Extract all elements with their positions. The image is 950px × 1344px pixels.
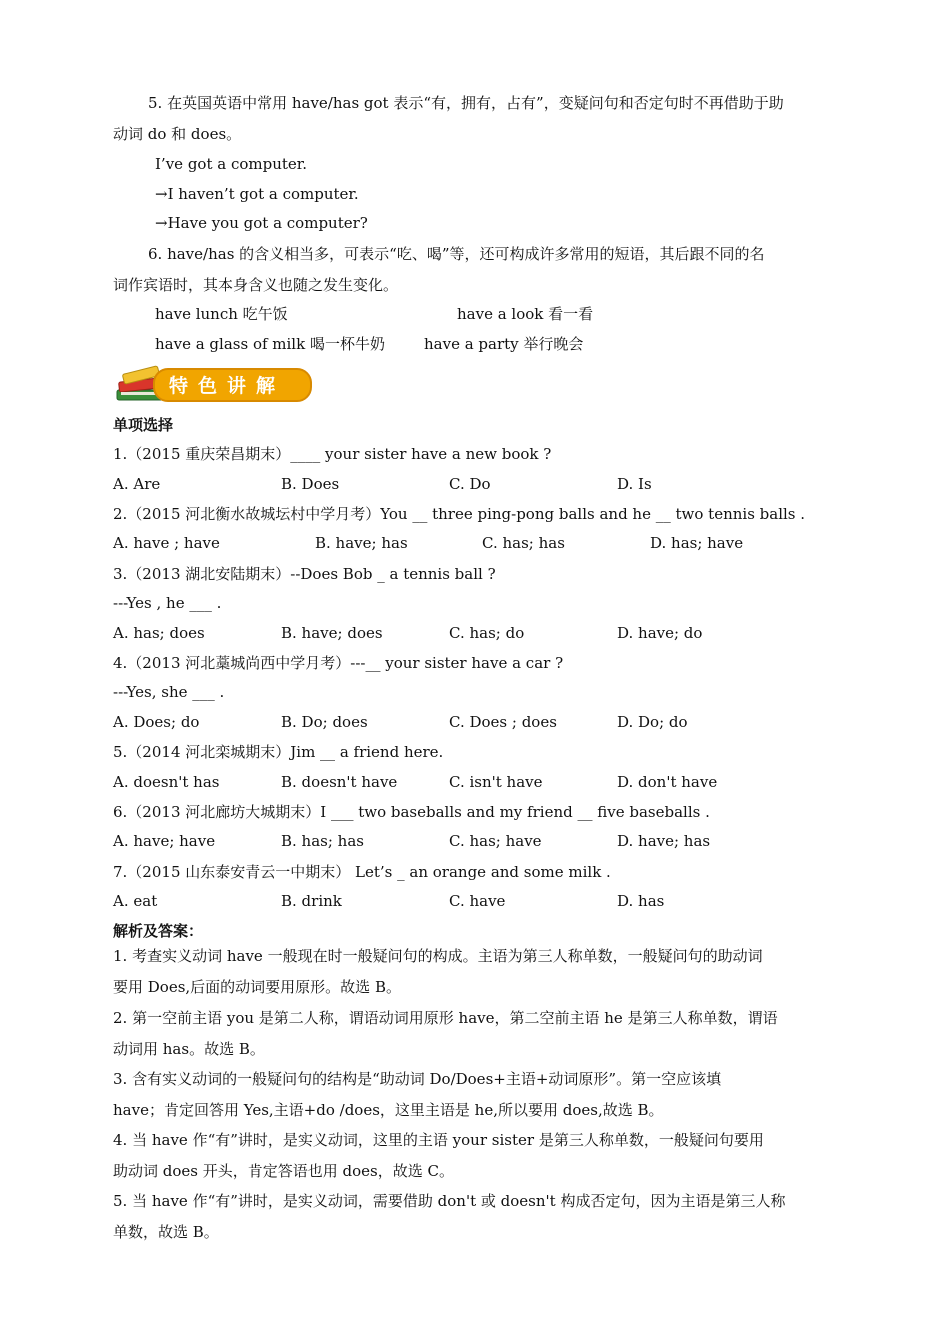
- example-sentence-2: →I haven’t got a computer.: [155, 185, 359, 203]
- q5-option-a: A. doesn't has: [113, 773, 220, 791]
- section-banner: [113, 364, 313, 404]
- answer-line-9: 5. 当 have 作“有”讲时，是实义动词，需要借助 don't 或 doesn't 构成否定句，因为主语是第三人称: [113, 1192, 786, 1210]
- phrase-have-lunch: have lunch 吃午饭: [155, 305, 288, 323]
- answer-line-2: 要用 Does,后面的动词要用原形。故选 B。: [113, 978, 401, 996]
- q4-option-a: A. Does; do: [113, 713, 200, 731]
- q3-option-a: A. has; does: [113, 624, 205, 642]
- paragraph-5-line-1: 5. 在英国英语中常用 have/has got 表示“有，拥有，占有”，变疑问句和否定句时不再借助于助: [148, 94, 784, 112]
- q2-option-d: D. has; have: [650, 534, 744, 552]
- phrase-have-a-glass-of-milk: have a glass of milk 喝一杯牛奶: [155, 335, 385, 353]
- q4-option-d: D. Do; do: [617, 713, 688, 731]
- q3-option-b: B. have; does: [281, 624, 383, 642]
- q6-option-b: B. has; has: [281, 832, 364, 850]
- question-3: 3.（2013 湖北安陆期末）--Does Bob _ a tennis ball ?: [113, 565, 496, 583]
- question-5: 5.（2014 河北栾城期末）Jim __ a friend here.: [113, 743, 444, 761]
- q4-option-c: C. Does ; does: [449, 713, 557, 731]
- question-7: 7.（2015 山东泰安青云一中期末） Let’s _ an orange and some milk .: [113, 863, 611, 881]
- paragraph-6-line-2: 词作宾语时，其本身含义也随之发生变化。: [113, 276, 399, 294]
- phrase-have-a-look: have a look 看一看: [457, 305, 594, 323]
- q7-option-d: D. has: [617, 892, 665, 910]
- paragraph-6-line-1: 6. have/has 的含义相当多，可表示“吃、喝”等，还可构成许多常用的短语，其后跟不同的名: [148, 245, 765, 263]
- q3-option-c: C. has; do: [449, 624, 525, 642]
- banner-title: 特色讲解: [169, 375, 286, 397]
- q6-option-a: A. have; have: [113, 832, 216, 850]
- example-sentence-1: I’ve got a computer.: [155, 155, 308, 173]
- q1-option-c: C. Do: [449, 475, 491, 493]
- answer-line-5: 3. 含有实义动词的一般疑问句的结构是“助动词 Do/Does+主语+动词原形”。第一空应该填: [113, 1070, 722, 1088]
- q5-option-b: B. doesn't have: [281, 773, 398, 791]
- q1-option-a: A. Are: [113, 475, 161, 493]
- example-sentence-3: →Have you got a computer?: [155, 214, 368, 232]
- answer-line-7: 4. 当 have 作“有”讲时，是实义动词，这里的主语 your sister 是第三人称单数，一般疑问句要用: [113, 1131, 764, 1149]
- q3-option-d: D. have; do: [617, 624, 703, 642]
- answer-line-10: 单数，故选 B。: [113, 1223, 219, 1241]
- question-4-reply: ---Yes, she ___ .: [113, 683, 225, 701]
- q2-option-a: A. have ; have: [113, 534, 220, 552]
- q5-option-c: C. isn't have: [449, 773, 543, 791]
- question-6: 6.（2013 河北廊坊大城期末）I ___ two baseballs and my friend __ five baseballs .: [113, 803, 710, 821]
- q1-option-d: D. Is: [617, 475, 652, 493]
- q6-option-d: D. have; has: [617, 832, 711, 850]
- answer-line-6: have；肯定回答用 Yes,主语+do /does，这里主语是 he,所以要用 does,故选 B。: [113, 1101, 664, 1119]
- question-1: 1.（2015 重庆荣昌期末）____ your sister have a new book ?: [113, 445, 552, 463]
- q1-option-b: B. Does: [281, 475, 340, 493]
- question-3-reply: ---Yes , he ___ .: [113, 594, 222, 612]
- q6-option-c: C. has; have: [449, 832, 542, 850]
- section-title: 单项选择: [113, 416, 174, 434]
- q2-option-c: C. has; has: [482, 534, 565, 552]
- answer-line-3: 2. 第一空前主语 you 是第二人称，谓语动词用原形 have，第二空前主语 he 是第三人称单数，谓语: [113, 1009, 778, 1027]
- q7-option-c: C. have: [449, 892, 506, 910]
- q5-option-d: D. don't have: [617, 773, 718, 791]
- answers-title: 解析及答案：: [113, 922, 204, 940]
- phrase-have-a-party: have a party 举行晚会: [424, 335, 584, 353]
- answer-line-1: 1. 考查实义动词 have 一般现在时一般疑问句的构成。主语为第三人称单数，一般疑问句的助动词: [113, 947, 763, 965]
- q7-option-b: B. drink: [281, 892, 342, 910]
- question-4: 4.（2013 河北藁城尚西中学月考）---__ your sister have a car ?: [113, 654, 564, 672]
- q4-option-b: B. Do; does: [281, 713, 368, 731]
- answer-line-8: 助动词 does 开头，肯定答语也用 does，故选 C。: [113, 1162, 454, 1180]
- q7-option-a: A. eat: [113, 892, 158, 910]
- paragraph-5-line-2: 动词 do 和 does。: [113, 125, 242, 143]
- answer-line-4: 动词用 has。故选 B。: [113, 1040, 265, 1058]
- q2-option-b: B. have; has: [315, 534, 408, 552]
- question-2: 2.（2015 河北衡水故城坛村中学月考）You __ three ping-pong balls and he __ two tennis balls .: [113, 505, 806, 523]
